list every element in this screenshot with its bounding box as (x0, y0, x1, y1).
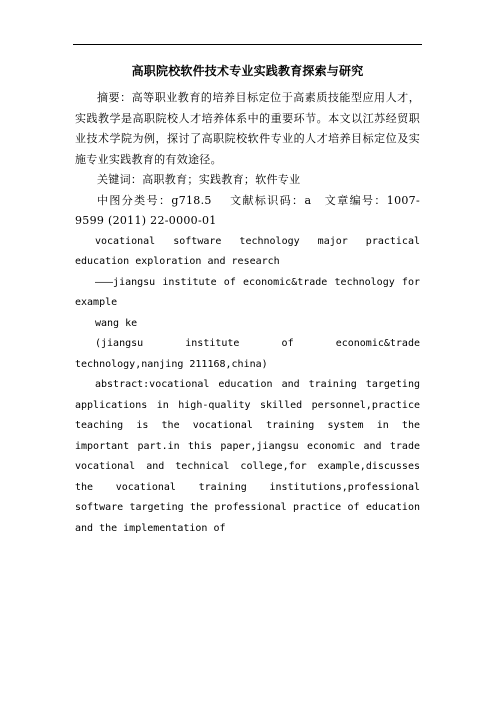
english-title: vocational software technology major practical education exploration and research (75, 235, 420, 267)
english-subtitle: ———jiangsu institute of economic&trade technology for example (75, 276, 420, 308)
abstract-en: abstract:vocational education and training targeting applications in high-quality skilled personnel,practice teaching is the vocational training system in the important part.in this paper,jiangsu economic and trade vocational and technical college,for example,discusses the vocational training institutions,professional software targeting the professional practice of education and the implementation of (75, 379, 420, 534)
abstract-cn: 摘要：高等职业教育的培养目标定位于高素质技能型应用人才，实践教学是高职院校人才培养体系中的重要环节。本文以江苏经贸职业技术学院为例，探讨了高职院校软件专业的人才培养目标定位及实施专业实践教育的有效途径。 (75, 91, 420, 166)
keywords-cn: 关键词：高职教育；实践教育；软件专业 (97, 173, 301, 186)
document-body (75, 62, 420, 539)
classification-line: 中图分类号：g718.5 文献标识码：a 文章编号：1007-9599 (2011) 22-0000-01 (75, 193, 420, 227)
document-title: 高职院校软件技术专业实践教育探索与研究 (131, 64, 364, 78)
header-rule (73, 44, 422, 45)
author-affiliation: (jiangsu institute of economic&trade technology,nanjing 211168,china) (75, 338, 420, 370)
author-name: wang ke (95, 317, 138, 329)
